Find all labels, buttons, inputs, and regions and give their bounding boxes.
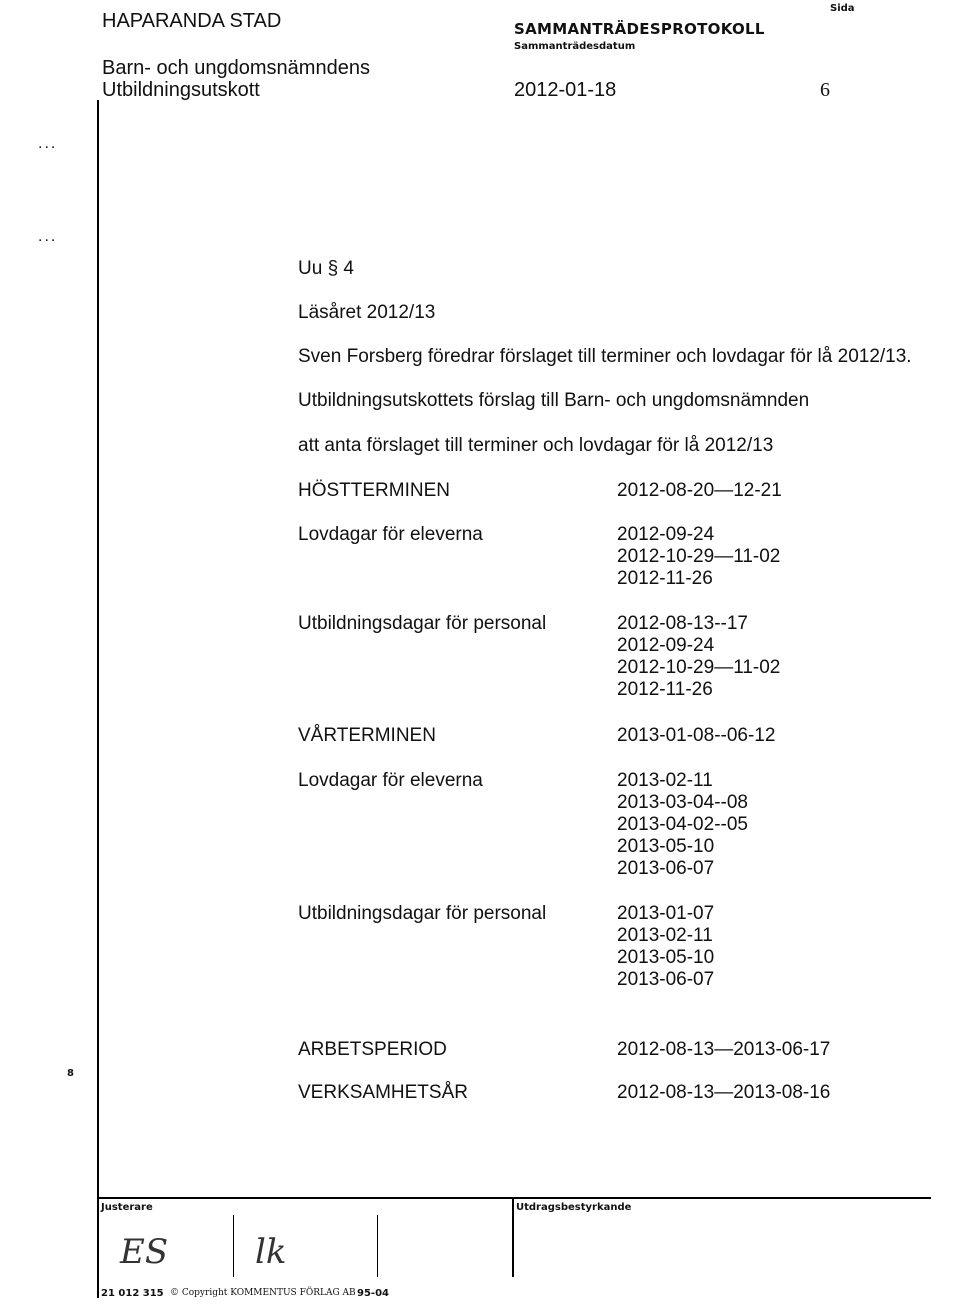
- justerare-label: Justerare: [101, 1202, 153, 1213]
- spring-training-days-label: Utbildningsdagar för personal: [298, 903, 547, 924]
- autumn-training-days-dates: [617, 613, 780, 701]
- spring-term-label: VÅRTERMINEN: [298, 725, 436, 746]
- date-item: 2013-06-07: [617, 858, 715, 879]
- operating-year-label: VERKSAMHETSÅR: [298, 1082, 468, 1103]
- date-item: 2012-10-29—11-02: [617, 546, 781, 567]
- signature-initials-2: lk: [255, 1232, 287, 1272]
- presenter-line: Sven Forsberg föredrar förslaget till terminer och lovdagar för lå 2012/13.: [298, 346, 912, 367]
- copyright-notice: © Copyright KOMMENTUS FÖRLAG AB: [170, 1288, 356, 1298]
- meeting-date: 2012-01-18: [514, 79, 617, 101]
- page-number: 6: [820, 79, 830, 101]
- subject-title: Läsåret 2012/13: [298, 302, 436, 323]
- organization-name: HAPARANDA STAD: [102, 10, 282, 32]
- date-item: 2013-03-04--08: [617, 792, 748, 813]
- work-period-dates: 2012-08-13—2013-06-17: [617, 1039, 831, 1060]
- paragraph-number: Uu § 4: [298, 258, 354, 279]
- date-item: 2012-10-29—11-02: [617, 657, 781, 678]
- autumn-term-dates: 2012-08-20—12-21: [617, 480, 782, 501]
- spring-training-days-dates: [617, 903, 714, 991]
- autumn-holidays-dates: [617, 524, 780, 590]
- date-item: 2013-05-10: [617, 836, 715, 857]
- date-item: 2012-11-26: [617, 568, 713, 589]
- spring-holidays-dates: [617, 770, 748, 880]
- margin-dots-mid: ...: [38, 228, 58, 245]
- document-title: SAMMANTRÄDESPROTOKOLL: [514, 20, 765, 38]
- decision-line: att anta förslaget till terminer och lovdagar för lå 2012/13: [298, 435, 774, 456]
- page-label: Sida: [830, 3, 855, 14]
- form-version: 95-04: [357, 1288, 389, 1299]
- date-item: 2012-11-26: [617, 679, 713, 700]
- committee-name-line2: Utbildningsutskott: [102, 79, 260, 101]
- signature-separator-1: [233, 1215, 234, 1277]
- operating-year-dates: 2012-08-13—2013-08-16: [617, 1082, 831, 1103]
- autumn-term-label: HÖSTTERMINEN: [298, 480, 450, 501]
- committee-name-line1: Barn- och ungdomsnämndens: [102, 57, 370, 79]
- signature-separator-2: [377, 1215, 378, 1277]
- date-item: 2013-02-11: [617, 925, 713, 946]
- left-margin-rule: [97, 100, 99, 1298]
- date-item: 2013-04-02--05: [617, 814, 748, 835]
- meeting-date-label: Sammanträdesdatum: [514, 41, 636, 52]
- date-item: 2012-09-24: [617, 635, 715, 656]
- utdrag-label: Utdragsbestyrkande: [516, 1202, 632, 1213]
- spring-term-dates: 2013-01-08--06-12: [617, 725, 776, 746]
- footer-top-rule: [97, 1197, 931, 1199]
- autumn-holidays-label: Lovdagar för eleverna: [298, 524, 483, 545]
- date-item: 2013-06-07: [617, 969, 715, 990]
- date-item: 2013-05-10: [617, 947, 715, 968]
- margin-dots-top: ...: [38, 135, 58, 152]
- date-item: 2012-08-13--17: [617, 613, 748, 634]
- proposal-line: Utbildningsutskottets förslag till Barn- och ungdomsnämnden: [298, 390, 810, 411]
- margin-number: 8: [67, 1068, 74, 1079]
- work-period-label: ARBETSPERIOD: [298, 1039, 447, 1060]
- date-item: 2013-01-07: [617, 903, 715, 924]
- date-item: 2012-09-24: [617, 524, 715, 545]
- spring-holidays-label: Lovdagar för eleverna: [298, 770, 483, 791]
- autumn-training-days-label: Utbildningsdagar för personal: [298, 613, 547, 634]
- signature-initials-1: ES: [120, 1232, 169, 1272]
- form-number: 21 012 315: [101, 1288, 164, 1299]
- footer-divider-rule: [512, 1197, 514, 1277]
- date-item: 2013-02-11: [617, 770, 713, 791]
